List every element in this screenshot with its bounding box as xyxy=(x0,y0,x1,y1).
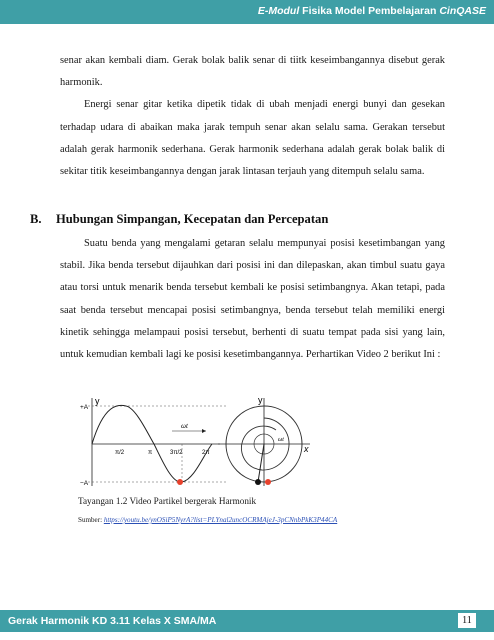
section-b-paragraph: Suatu benda yang mengalami getaran selalu mempunyai posisi kesetimbangan yang stabil. Jika benda tersebut dijauhkan dari posisi ini dan dilepaskan, akan timbul suatu gaya atau torsi untuk menarik benda tersebut kembali ke posisi setimbangnya. Akan tetapi, pada saat benda tersebut mencapai posisi setimbangnya, benda tersebut telah memiliki energi kinetik sehingga melampaui posisi tersebut, berhenti di suatu tempat pada sisi yang lain, untuk kemudian kembali lagi ke posisi kesetimbangannya. Perhartikan Video 2 berikut Ini : xyxy=(60,238,445,361)
section-b-body xyxy=(60,233,445,366)
label-wt-circle: ωt xyxy=(278,437,284,443)
tick-2pi: 2π xyxy=(202,450,210,456)
header-title: Fisika Model Pembelajaran xyxy=(299,5,440,17)
harmonic-motion-figure[interactable] xyxy=(78,394,321,490)
source-link[interactable]: https://youtu.be/ynOSiP5NyrA?list=PLYnal2uncOCRMAjeJ-3pCNnbPkK3P44CA xyxy=(103,516,338,524)
figure-caption: Tayangan 1.2 Video Partikel bergerak Harmonik xyxy=(78,496,257,506)
label-y-right: y xyxy=(258,395,263,405)
figure-source xyxy=(78,516,337,524)
page-number: 11 xyxy=(458,613,476,628)
footer-band xyxy=(0,610,494,632)
radius-line xyxy=(258,444,264,482)
tick-pi: π xyxy=(148,450,153,456)
header-emodul: E-Modul xyxy=(257,5,300,17)
figure-svg xyxy=(78,394,321,490)
label-x: x xyxy=(304,444,309,454)
label-y-left: y xyxy=(95,396,100,406)
paragraph-2: Energi senar gitar ketika dipetik tidak di ubah menjadi energi bunyi dan gesekan terhadap udara di abaikan maka jarak tempuh senar akan selalu sama. Gerakan tersebut adalah gerak harmonik sederhana. Gerak harmonik sederhana adalah gerak bolak balik di sekitar titik keseimbangannya dengan jarak lintasan terjauh yang ditempuh selalu sama. xyxy=(60,99,445,178)
section-b-number: B. xyxy=(30,212,42,226)
header-model: CinQASE xyxy=(439,5,486,17)
tick-3pi-2: 3π/2 xyxy=(170,450,183,456)
red-projection-dot xyxy=(265,479,271,485)
tick-pi-2: π/2 xyxy=(115,450,125,456)
source-prefix: Sumber: xyxy=(78,516,104,524)
footer-text: Gerak Harmonik KD 3.11 Kelas X SMA/MA xyxy=(8,615,217,627)
arrowhead-icon xyxy=(202,429,206,433)
section-b-title: Hubungan Simpangan, Kecepatan dan Percepatan xyxy=(56,212,329,226)
label-wt-arrow: ωt xyxy=(181,422,188,430)
running-header xyxy=(258,5,486,17)
red-particle-dot xyxy=(177,479,183,485)
label-minus-a: −A xyxy=(80,480,89,487)
label-plus-a: +A xyxy=(80,404,89,411)
paragraph-1: senar akan kembali diam. Gerak bolak balik senar di tiitk keseimbangannya disebut gerak harmonik. xyxy=(60,55,445,89)
black-particle-dot xyxy=(255,479,261,485)
section-b-heading xyxy=(30,212,328,227)
header-band xyxy=(0,0,494,24)
intro-paragraphs xyxy=(60,50,445,183)
